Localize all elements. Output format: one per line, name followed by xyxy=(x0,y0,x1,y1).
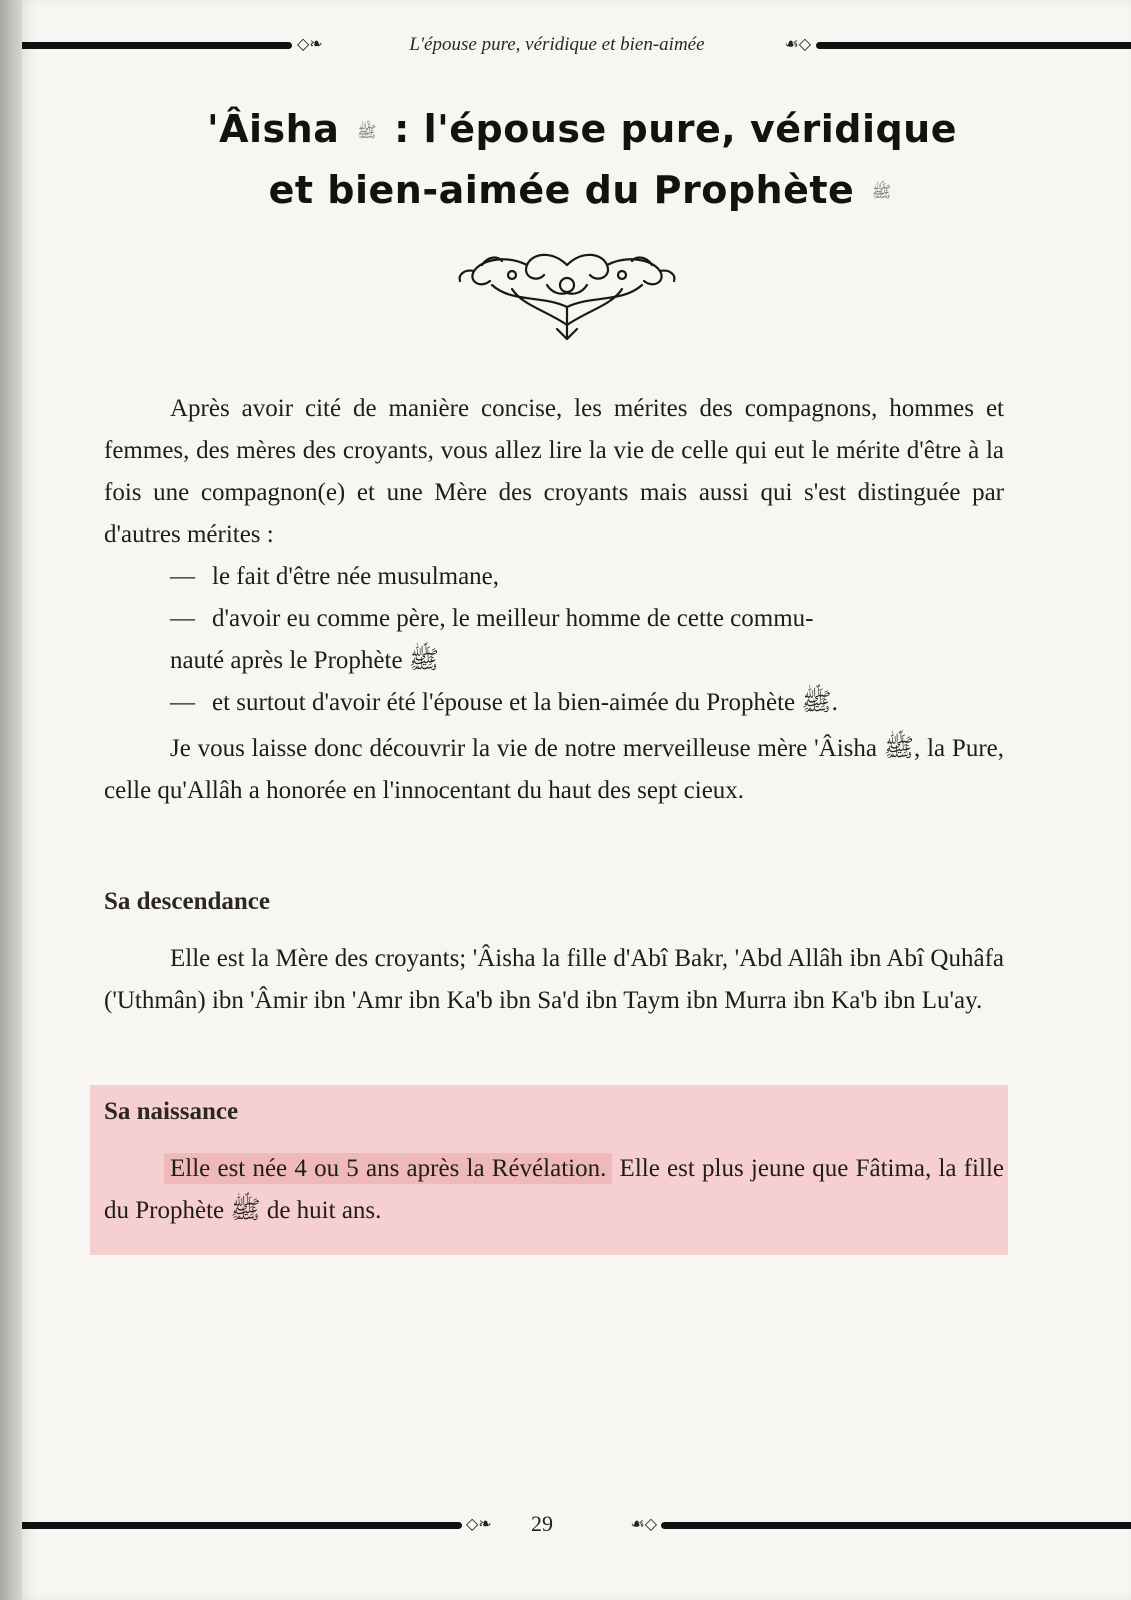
header-rule-left xyxy=(22,42,292,49)
section-heading-descendance: Sa descendance xyxy=(104,888,270,915)
intro-section xyxy=(104,388,1004,724)
running-header: L'épouse pure, véridique et bien-aimée xyxy=(409,34,705,55)
section-heading-naissance: Sa naissance xyxy=(104,1098,239,1125)
chapter-title-line-1 xyxy=(102,100,1062,161)
naissance-section xyxy=(104,1148,1004,1232)
chapter-title xyxy=(102,100,1062,221)
descendance-paragraph: Elle est la Mère des croyants; 'Âisha la fille d'Abî Bakr, 'Abd Allâh ibn Abî Quhâfa ('Uthmân) ibn 'Âmir ibn 'Amr ibn Ka'b ibn Sa'd ibn Taym ibn Murra ibn Ka'b ibn Lu'ay. xyxy=(104,945,1004,1014)
footer-rule-right xyxy=(661,1522,1131,1529)
intro-paragraph: Après avoir cité de manière concise, les mérites des compagnons, hommes et femmes, des mères des croyants, vous allez lire la vie de celle qui eut le mérite d'être à la fois une compagnon(e) et une Mère des croyants mais aussi qui s'est distinguée par d'autres mérites : xyxy=(104,395,1004,548)
descendance-section xyxy=(104,938,1004,1022)
book-page xyxy=(22,0,1131,1600)
book-gutter xyxy=(0,0,22,1600)
ornament-scroll-icon: ☙◇ xyxy=(784,36,811,53)
title-text: et bien-aimée du Prophète xyxy=(268,167,855,212)
highlighted-sentence: Elle est née 4 ou 5 ans après la Révélation. xyxy=(164,1153,612,1184)
list-item xyxy=(170,682,1004,724)
footer-rule-left xyxy=(22,1522,462,1529)
ornament-scroll-icon: ◇❧ xyxy=(466,1516,492,1533)
chapter-title-line-2 xyxy=(102,161,1062,222)
list-item-text: le fait d'être née musulmane, xyxy=(212,563,500,590)
dash-bullet: — xyxy=(170,689,195,716)
naissance-paragraph xyxy=(104,1148,1004,1232)
footer-rule xyxy=(22,1512,1131,1538)
list-item xyxy=(170,556,1004,598)
list-item-text: et surtout d'avoir été l'épouse et la bien-aimée du Prophète ﷺ. xyxy=(212,689,838,716)
ornament-scroll-icon: ◇❧ xyxy=(297,36,323,53)
eulogy-glyph-icon: ﷺ xyxy=(872,182,892,201)
arabesque-vignette-icon xyxy=(452,245,682,340)
page-number: 29 xyxy=(531,1511,553,1536)
list-item-text: d'avoir eu comme père, le meilleur homme de cette commu- xyxy=(212,605,814,632)
header-rule-right xyxy=(816,42,1131,49)
dash-bullet: — xyxy=(170,563,195,590)
closing-paragraph: Je vous laisse donc découvrir la vie de notre merveilleuse mère 'Âisha ﷺ, la Pure, celle qu'Allâh a honorée en l'innocentant du haut des sept cieux. xyxy=(104,735,1004,804)
ornament-scroll-icon: ☙◇ xyxy=(630,1516,657,1533)
title-name: 'Âisha xyxy=(206,107,340,151)
dash-bullet: — xyxy=(170,605,195,632)
list-item xyxy=(170,598,1004,640)
list-item-continuation: nauté après le Prophète ﷺ xyxy=(170,647,439,674)
closing-section xyxy=(104,728,1004,812)
title-text: : l'épouse pure, véridique xyxy=(394,107,958,151)
naissance-rest: Elle est plus jeune que Fâtima, la fille du Prophète ﷺ de huit ans. xyxy=(104,1155,1004,1224)
eulogy-glyph-icon: ﷺ xyxy=(357,121,377,141)
